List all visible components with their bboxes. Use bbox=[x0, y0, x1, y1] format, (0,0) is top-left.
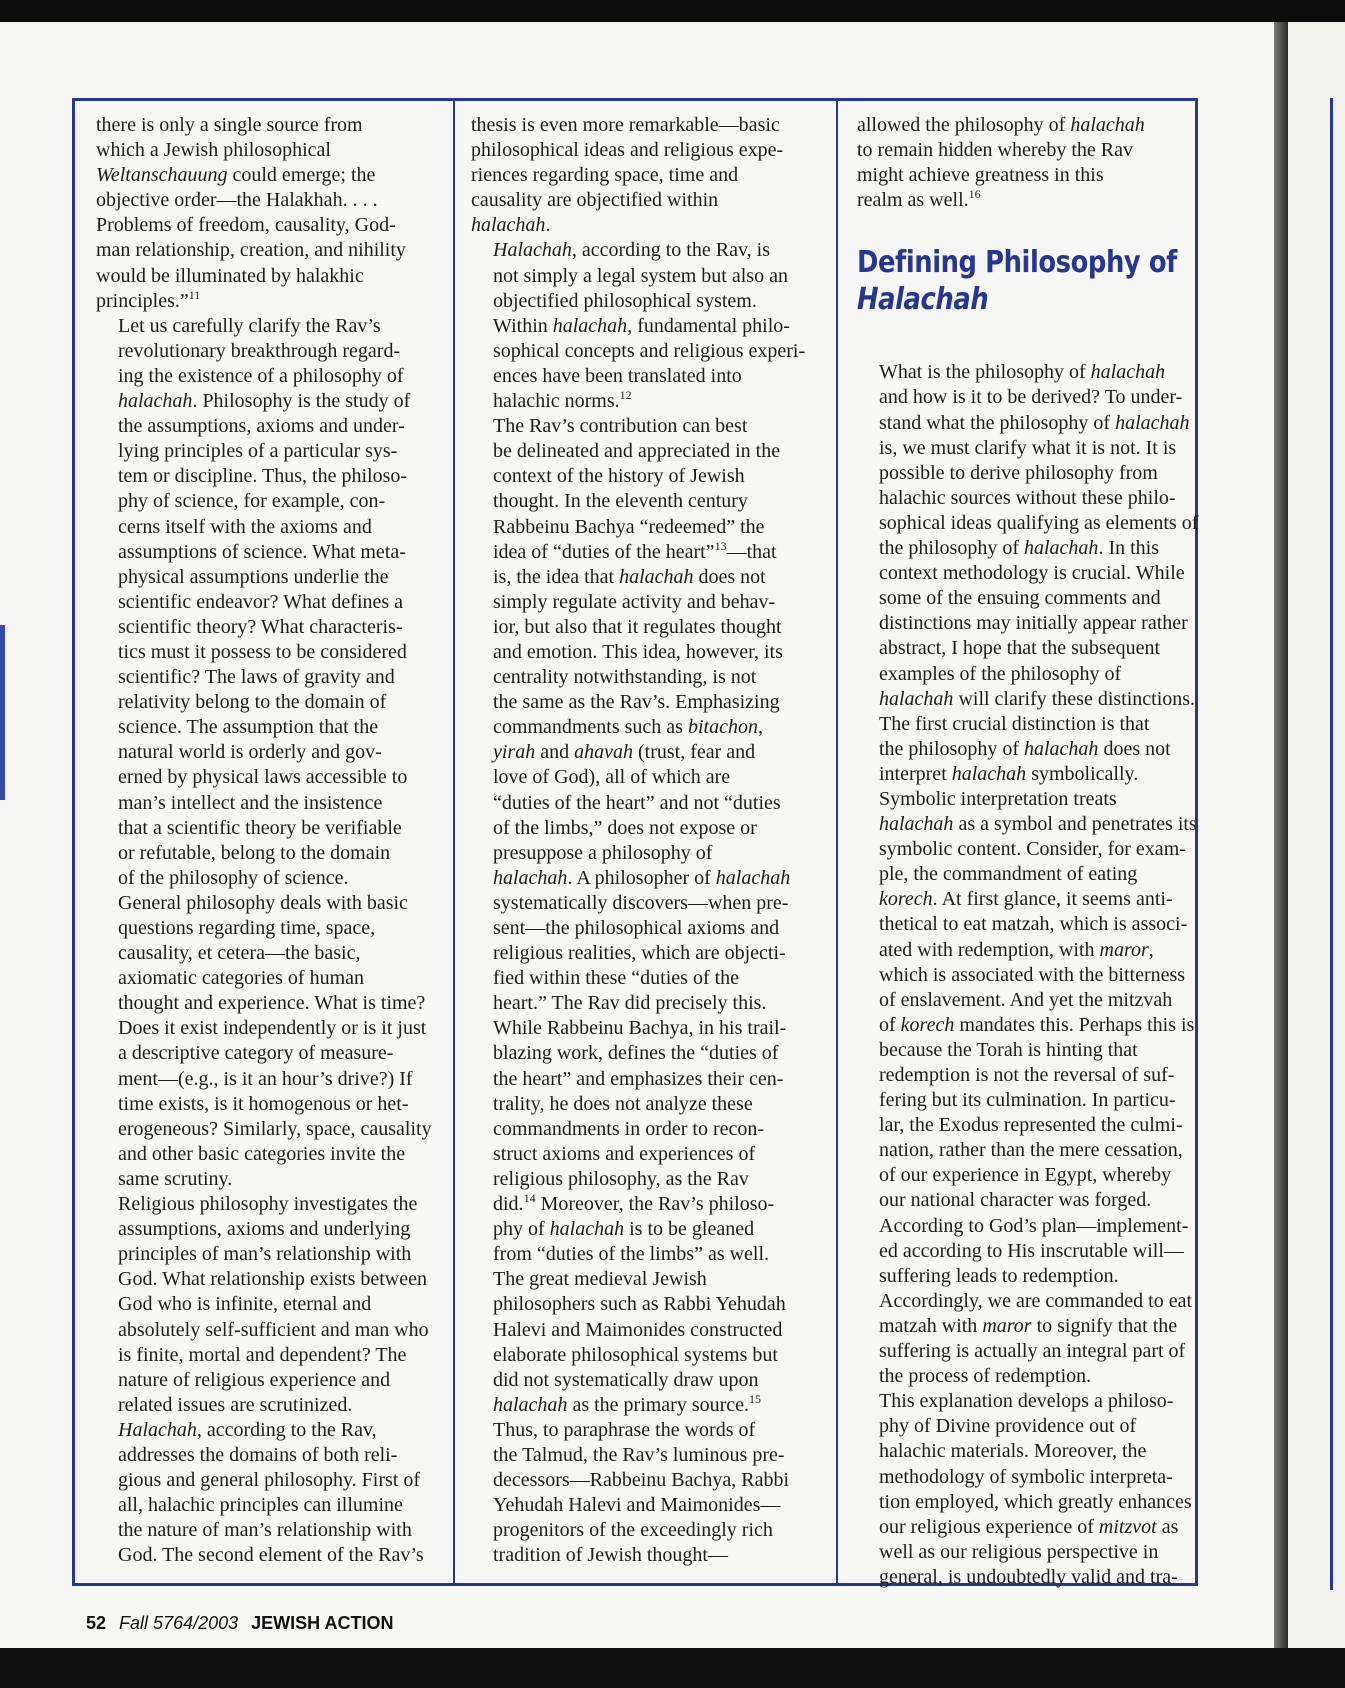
text-line: and other basic categories invite the bbox=[118, 1142, 406, 1165]
text-line: The first crucial distinction is that bbox=[879, 712, 1150, 735]
text-line: causality are objectified within bbox=[471, 189, 719, 212]
text-line: sophical concepts and religious experi- bbox=[493, 339, 806, 362]
text-line: halachah. A philosopher of halachah bbox=[493, 866, 791, 889]
left-margin-mark bbox=[0, 625, 5, 800]
text-line: did.$^{14}$ Moreover, the Rav’s philoso- bbox=[493, 1191, 775, 1216]
text-line: stand what the philosophy of halachah bbox=[879, 411, 1190, 434]
text-line: science. The assumption that the bbox=[118, 716, 379, 739]
text-line: ences have been translated into bbox=[493, 364, 742, 387]
text-line: context of the history of Jewish bbox=[493, 465, 745, 488]
text-line: fied within these “duties of the bbox=[493, 967, 740, 990]
text-line: thesis is even more remarkable—basic bbox=[471, 114, 780, 136]
text-line: and emotion. This idea, however, its bbox=[493, 640, 783, 663]
text-line: commandments in order to recon- bbox=[493, 1117, 765, 1140]
text-line: halachah. bbox=[471, 214, 551, 237]
text-line: same scrutiny. bbox=[118, 1167, 233, 1190]
magazine-name: JEWISH ACTION bbox=[251, 1613, 394, 1633]
text-line: scientific endeavor? What defines a bbox=[118, 590, 404, 613]
paragraph bbox=[471, 414, 826, 1267]
text-line: tion employed, which greatly enhances bbox=[879, 1490, 1192, 1513]
text-line: decessors—Rabbeinu Bachya, Rabbi bbox=[493, 1469, 790, 1492]
text-line: symbolic content. Consider, for exam- bbox=[879, 838, 1186, 861]
text-line: assumptions, axioms and underlying bbox=[118, 1218, 411, 1241]
text-line: questions regarding time, space, bbox=[118, 917, 376, 939]
text-line: phy of Divine providence out of bbox=[879, 1415, 1137, 1438]
text-line: presuppose a philosophy of bbox=[493, 841, 713, 864]
text-line: Thus, to paraphrase the words of bbox=[493, 1418, 756, 1441]
text-line: “duties of the heart” and not “duties bbox=[493, 791, 781, 814]
text-line: systematically discovers—when pre- bbox=[493, 891, 789, 914]
text-line: Within halachah, fundamental philo- bbox=[493, 314, 790, 337]
text-line: General philosophy deals with basic bbox=[118, 891, 408, 914]
text-line: ior, but also that it regulates thought bbox=[493, 615, 782, 638]
text-line: Symbolic interpretation treats bbox=[879, 787, 1117, 810]
text-line: natural world is orderly and gov- bbox=[118, 741, 382, 764]
text-line: the heart” and emphasizes their cen- bbox=[493, 1067, 784, 1090]
text-line: some of the ensuing comments and bbox=[879, 587, 1161, 610]
text-line: realm as well.$^{16}$ bbox=[857, 187, 981, 212]
text-line: redemption is not the reversal of suf- bbox=[879, 1064, 1175, 1086]
text-line: idea of “duties of the heart”$^{13}$—that bbox=[493, 538, 777, 563]
text-line: commandments such as bitachon, bbox=[493, 716, 763, 739]
text-line: there is only a single source from bbox=[96, 114, 363, 136]
text-line: This explanation develops a philoso- bbox=[879, 1390, 1174, 1413]
text-line: Religious philosophy investigates the bbox=[118, 1193, 418, 1216]
text-line: did not systematically draw upon bbox=[493, 1368, 759, 1391]
text-line: assumptions of science. What meta- bbox=[118, 540, 406, 563]
text-line: examples of the philosophy of bbox=[879, 662, 1122, 685]
text-line: that a scientific theory be verifiable bbox=[118, 816, 402, 839]
text-line: lar, the Exodus represented the culmi- bbox=[879, 1114, 1183, 1137]
text-line: interpret halachah symbolically. bbox=[879, 762, 1139, 785]
text-line: elaborate philosophical systems but bbox=[493, 1343, 778, 1366]
column-divider-1 bbox=[453, 98, 455, 1586]
text-line: Let us carefully clarify the Rav’s bbox=[118, 314, 381, 337]
text-line: possible to derive philosophy from bbox=[879, 461, 1158, 484]
paragraph bbox=[96, 1192, 446, 1418]
text-line: the philosophy of halachah does not bbox=[879, 737, 1171, 760]
paragraph bbox=[96, 891, 446, 1192]
text-line: context methodology is crucial. While bbox=[879, 562, 1185, 585]
text-line: which a Jewish philosophical bbox=[96, 139, 331, 162]
text-line: from “duties of the limbs” as well. bbox=[493, 1243, 770, 1266]
text-line: religious philosophy, as the Rav bbox=[493, 1167, 749, 1190]
text-line: blazing work, defines the “duties of bbox=[493, 1042, 779, 1065]
text-line: thought and experience. What is time? bbox=[118, 992, 426, 1015]
text-line: philosophers such as Rabbi Yehudah bbox=[493, 1293, 786, 1316]
text-line: time exists, is it homogenous or het- bbox=[118, 1092, 409, 1115]
text-line: is, the idea that halachah does not bbox=[493, 565, 766, 588]
text-line: the philosophy of halachah. In this bbox=[879, 537, 1159, 560]
page-gutter-shadow bbox=[1274, 22, 1288, 1648]
text-line: progenitors of the exceedingly rich bbox=[493, 1519, 773, 1542]
issue-date: Fall 5764/2003 bbox=[119, 1613, 239, 1633]
text-line: of the limbs,” does not expose or bbox=[493, 816, 757, 839]
text-line: Weltanschauung could emerge; the bbox=[96, 164, 376, 187]
text-line: the same as the Rav’s. Emphasizing bbox=[493, 691, 780, 714]
paragraph bbox=[857, 1389, 1212, 1590]
text-line: Halevi and Maimonides constructed bbox=[493, 1318, 783, 1341]
text-line: principles of man’s relationship with bbox=[118, 1243, 412, 1266]
text-line: halachah as a symbol and penetrates its bbox=[879, 813, 1197, 836]
text-line: nation, rather than the mere cessation, bbox=[879, 1139, 1183, 1162]
text-line: a descriptive category of measure- bbox=[118, 1042, 394, 1065]
page-footer bbox=[86, 1613, 394, 1634]
text-line: love of God), all of which are bbox=[493, 766, 731, 789]
text-line: tics must it possess to be considered bbox=[118, 640, 407, 663]
text-line: ment—(e.g., is it an hour’s drive?) If bbox=[118, 1067, 413, 1090]
text-line: fering but its culmination. In particu- bbox=[879, 1089, 1176, 1112]
text-line: heart.” The Rav did precisely this. bbox=[493, 992, 767, 1015]
text-line: ing the existence of a philosophy of bbox=[118, 364, 404, 387]
text-line: well as our religious perspective in bbox=[879, 1540, 1159, 1563]
text-line: of korech mandates this. Perhaps this is bbox=[879, 1013, 1195, 1036]
text-line: What is the philosophy of halachah bbox=[879, 361, 1166, 384]
paragraph bbox=[471, 1267, 826, 1568]
text-line: lying principles of a particular sys- bbox=[118, 440, 398, 463]
text-line: cerns itself with the axioms and bbox=[118, 515, 372, 538]
text-line: The Rav’s contribution can best bbox=[493, 415, 748, 438]
text-line: to remain hidden whereby the Rav bbox=[857, 139, 1134, 162]
text-line: of the philosophy of science. bbox=[118, 866, 349, 889]
text-line: physical assumptions underlie the bbox=[118, 565, 389, 588]
text-line: Halachah, according to the Rav, is bbox=[493, 239, 770, 262]
text-line: halachic sources without these philo- bbox=[879, 486, 1176, 509]
text-line: yirah and ahavah (trust, fear and bbox=[493, 741, 756, 764]
text-line: ple, the commandment of eating bbox=[879, 863, 1138, 886]
text-line: would be illuminated by halakhic bbox=[96, 264, 364, 287]
text-line: gious and general philosophy. First of bbox=[118, 1469, 421, 1492]
text-line: Problems of freedom, causality, God- bbox=[96, 214, 396, 237]
text-line: God who is infinite, eternal and bbox=[118, 1293, 372, 1316]
text-line: centrality notwithstanding, is not bbox=[493, 666, 757, 689]
text-line: riences regarding space, time and bbox=[471, 164, 739, 187]
text-line: not simply a legal system but also an bbox=[493, 264, 788, 287]
text-line: man’s intellect and the insistence bbox=[118, 791, 383, 814]
text-line: methodology of symbolic interpreta- bbox=[879, 1465, 1173, 1488]
text-line: our national character was forged. bbox=[879, 1189, 1152, 1212]
text-line: relativity belong to the domain of bbox=[118, 691, 387, 714]
text-line: sent—the philosophical axioms and bbox=[493, 917, 780, 939]
text-line: is, we must clarify what it is not. It is bbox=[879, 436, 1177, 459]
paragraph bbox=[857, 113, 1212, 213]
text-line: general, is undoubtedly valid and tra- bbox=[879, 1565, 1178, 1588]
text-column-1 bbox=[96, 113, 446, 1568]
paragraph bbox=[96, 1418, 446, 1569]
column-divider-2 bbox=[836, 98, 838, 1586]
text-line: because the Torah is hinting that bbox=[879, 1038, 1138, 1061]
text-line: of our experience in Egypt, whereby bbox=[879, 1164, 1172, 1187]
text-line: abstract, I hope that the subsequent bbox=[879, 637, 1161, 660]
text-line: allowed the philosophy of halachah bbox=[857, 114, 1145, 136]
text-line: halachic materials. Moreover, the bbox=[879, 1440, 1147, 1463]
text-line: tradition of Jewish thought— bbox=[493, 1544, 728, 1567]
text-line: causality, et cetera—the basic, bbox=[118, 942, 361, 965]
text-line: objective order—the Halakhah. . . . bbox=[96, 189, 378, 212]
paragraph bbox=[96, 113, 446, 314]
text-line: erogeneous? Similarly, space, causality bbox=[118, 1117, 432, 1140]
text-line: thought. In the eleventh century bbox=[493, 490, 748, 513]
text-line: According to God’s plan—implement- bbox=[879, 1214, 1189, 1237]
text-line: While Rabbeinu Bachya, in his trail- bbox=[493, 1017, 787, 1040]
paragraph bbox=[96, 314, 446, 891]
text-line: of enslavement. And yet the mitzvah bbox=[879, 988, 1173, 1011]
text-line: be delineated and appreciated in the bbox=[493, 440, 781, 463]
text-line: related issues are scrutinized. bbox=[118, 1393, 353, 1416]
text-line: or refutable, belong to the domain bbox=[118, 841, 391, 864]
text-line: axiomatic categories of human bbox=[118, 967, 365, 990]
text-line: God. What relationship exists between bbox=[118, 1268, 428, 1291]
text-line: the assumptions, axioms and under- bbox=[118, 415, 405, 438]
text-line: Yehudah Halevi and Maimonides— bbox=[493, 1494, 781, 1517]
text-line: ed according to His inscrutable will— bbox=[879, 1239, 1184, 1262]
text-line: ated with redemption, with maror, bbox=[879, 938, 1154, 961]
text-line: korech. At first glance, it seems anti- bbox=[879, 888, 1173, 911]
text-line: scientific? The laws of gravity and bbox=[118, 666, 395, 689]
text-line: the process of redemption. bbox=[879, 1365, 1092, 1388]
text-line: religious realities, which are objecti- bbox=[493, 942, 786, 965]
text-line: erned by physical laws accessible to bbox=[118, 766, 408, 789]
scan-top-border bbox=[0, 0, 1345, 22]
text-line: the nature of man’s relationship with bbox=[118, 1519, 412, 1542]
paragraph bbox=[857, 360, 1212, 711]
page-number: 52 bbox=[86, 1613, 107, 1633]
text-line: suffering is actually an integral part of bbox=[879, 1340, 1186, 1363]
text-line: addresses the domains of both reli- bbox=[118, 1443, 398, 1466]
text-line: The great medieval Jewish bbox=[493, 1268, 707, 1291]
paragraph bbox=[471, 113, 826, 238]
text-line: Rabbeinu Bachya “redeemed” the bbox=[493, 515, 765, 538]
text-line: halachah will clarify these distinctions. bbox=[879, 687, 1196, 710]
section-heading-line: Defining Philosophy of bbox=[857, 245, 1177, 281]
text-line: objectified philosophical system. bbox=[493, 289, 757, 312]
text-line: phy of science, for example, con- bbox=[118, 490, 386, 513]
text-line: man relationship, creation, and nihility bbox=[96, 239, 406, 262]
text-line: matzah with maror to signify that the bbox=[879, 1314, 1178, 1337]
paragraph bbox=[471, 238, 826, 414]
text-line: our religious experience of mitzvot as bbox=[879, 1515, 1179, 1538]
facing-page-frame-rule bbox=[1330, 98, 1333, 1590]
text-line: philosophical ideas and religious expe- bbox=[471, 139, 784, 162]
paragraph bbox=[857, 712, 1212, 1390]
text-line: absolutely self-sufficient and man who bbox=[118, 1318, 429, 1341]
text-line: God. The second element of the Rav’s bbox=[118, 1544, 424, 1567]
text-line: Accordingly, we are commanded to eat bbox=[879, 1289, 1193, 1312]
section-heading bbox=[857, 244, 1177, 318]
text-line: is finite, mortal and dependent? The bbox=[118, 1343, 407, 1366]
text-line: simply regulate activity and behav- bbox=[493, 590, 776, 613]
text-line: which is associated with the bitterness bbox=[879, 963, 1186, 986]
text-line: all, halachic principles can illumine bbox=[118, 1494, 403, 1517]
text-line: might achieve greatness in this bbox=[857, 164, 1104, 187]
text-line: trality, he does not analyze these bbox=[493, 1092, 753, 1115]
text-line: halachah as the primary source.$^{15}$ bbox=[493, 1391, 762, 1416]
text-line: halachah. Philosophy is the study of bbox=[118, 390, 411, 413]
text-line: sophical ideas qualifying as elements of bbox=[879, 511, 1199, 534]
text-line: the Talmud, the Rav’s luminous pre- bbox=[493, 1443, 785, 1466]
text-line: scientific theory? What characteris- bbox=[118, 615, 403, 638]
text-line: and how is it to be derived? To under- bbox=[879, 386, 1183, 409]
text-line: distinctions may initially appear rather bbox=[879, 612, 1188, 635]
facing-page-edge bbox=[1288, 22, 1345, 1648]
section-heading-line: Halachah bbox=[857, 282, 989, 318]
text-line: nature of religious experience and bbox=[118, 1368, 391, 1391]
text-column-3 bbox=[857, 113, 1212, 1590]
text-line: struct axioms and experiences of bbox=[493, 1142, 756, 1165]
text-line: principles.”$^{11}$ bbox=[96, 287, 201, 312]
text-column-2 bbox=[471, 113, 826, 1568]
text-line: Does it exist independently or is it just bbox=[118, 1017, 427, 1040]
text-line: revolutionary breakthrough regard- bbox=[118, 339, 401, 362]
text-line: tem or discipline. Thus, the philoso- bbox=[118, 465, 408, 488]
scan-bottom-border bbox=[0, 1648, 1345, 1688]
text-line: suffering leads to redemption. bbox=[879, 1264, 1119, 1287]
text-line: Halachah, according to the Rav, bbox=[118, 1418, 377, 1441]
text-line: phy of halachah is to be gleaned bbox=[493, 1218, 755, 1241]
text-line: thetical to eat matzah, which is associ- bbox=[879, 913, 1188, 936]
text-line: halachic norms.$^{12}$ bbox=[493, 388, 632, 413]
